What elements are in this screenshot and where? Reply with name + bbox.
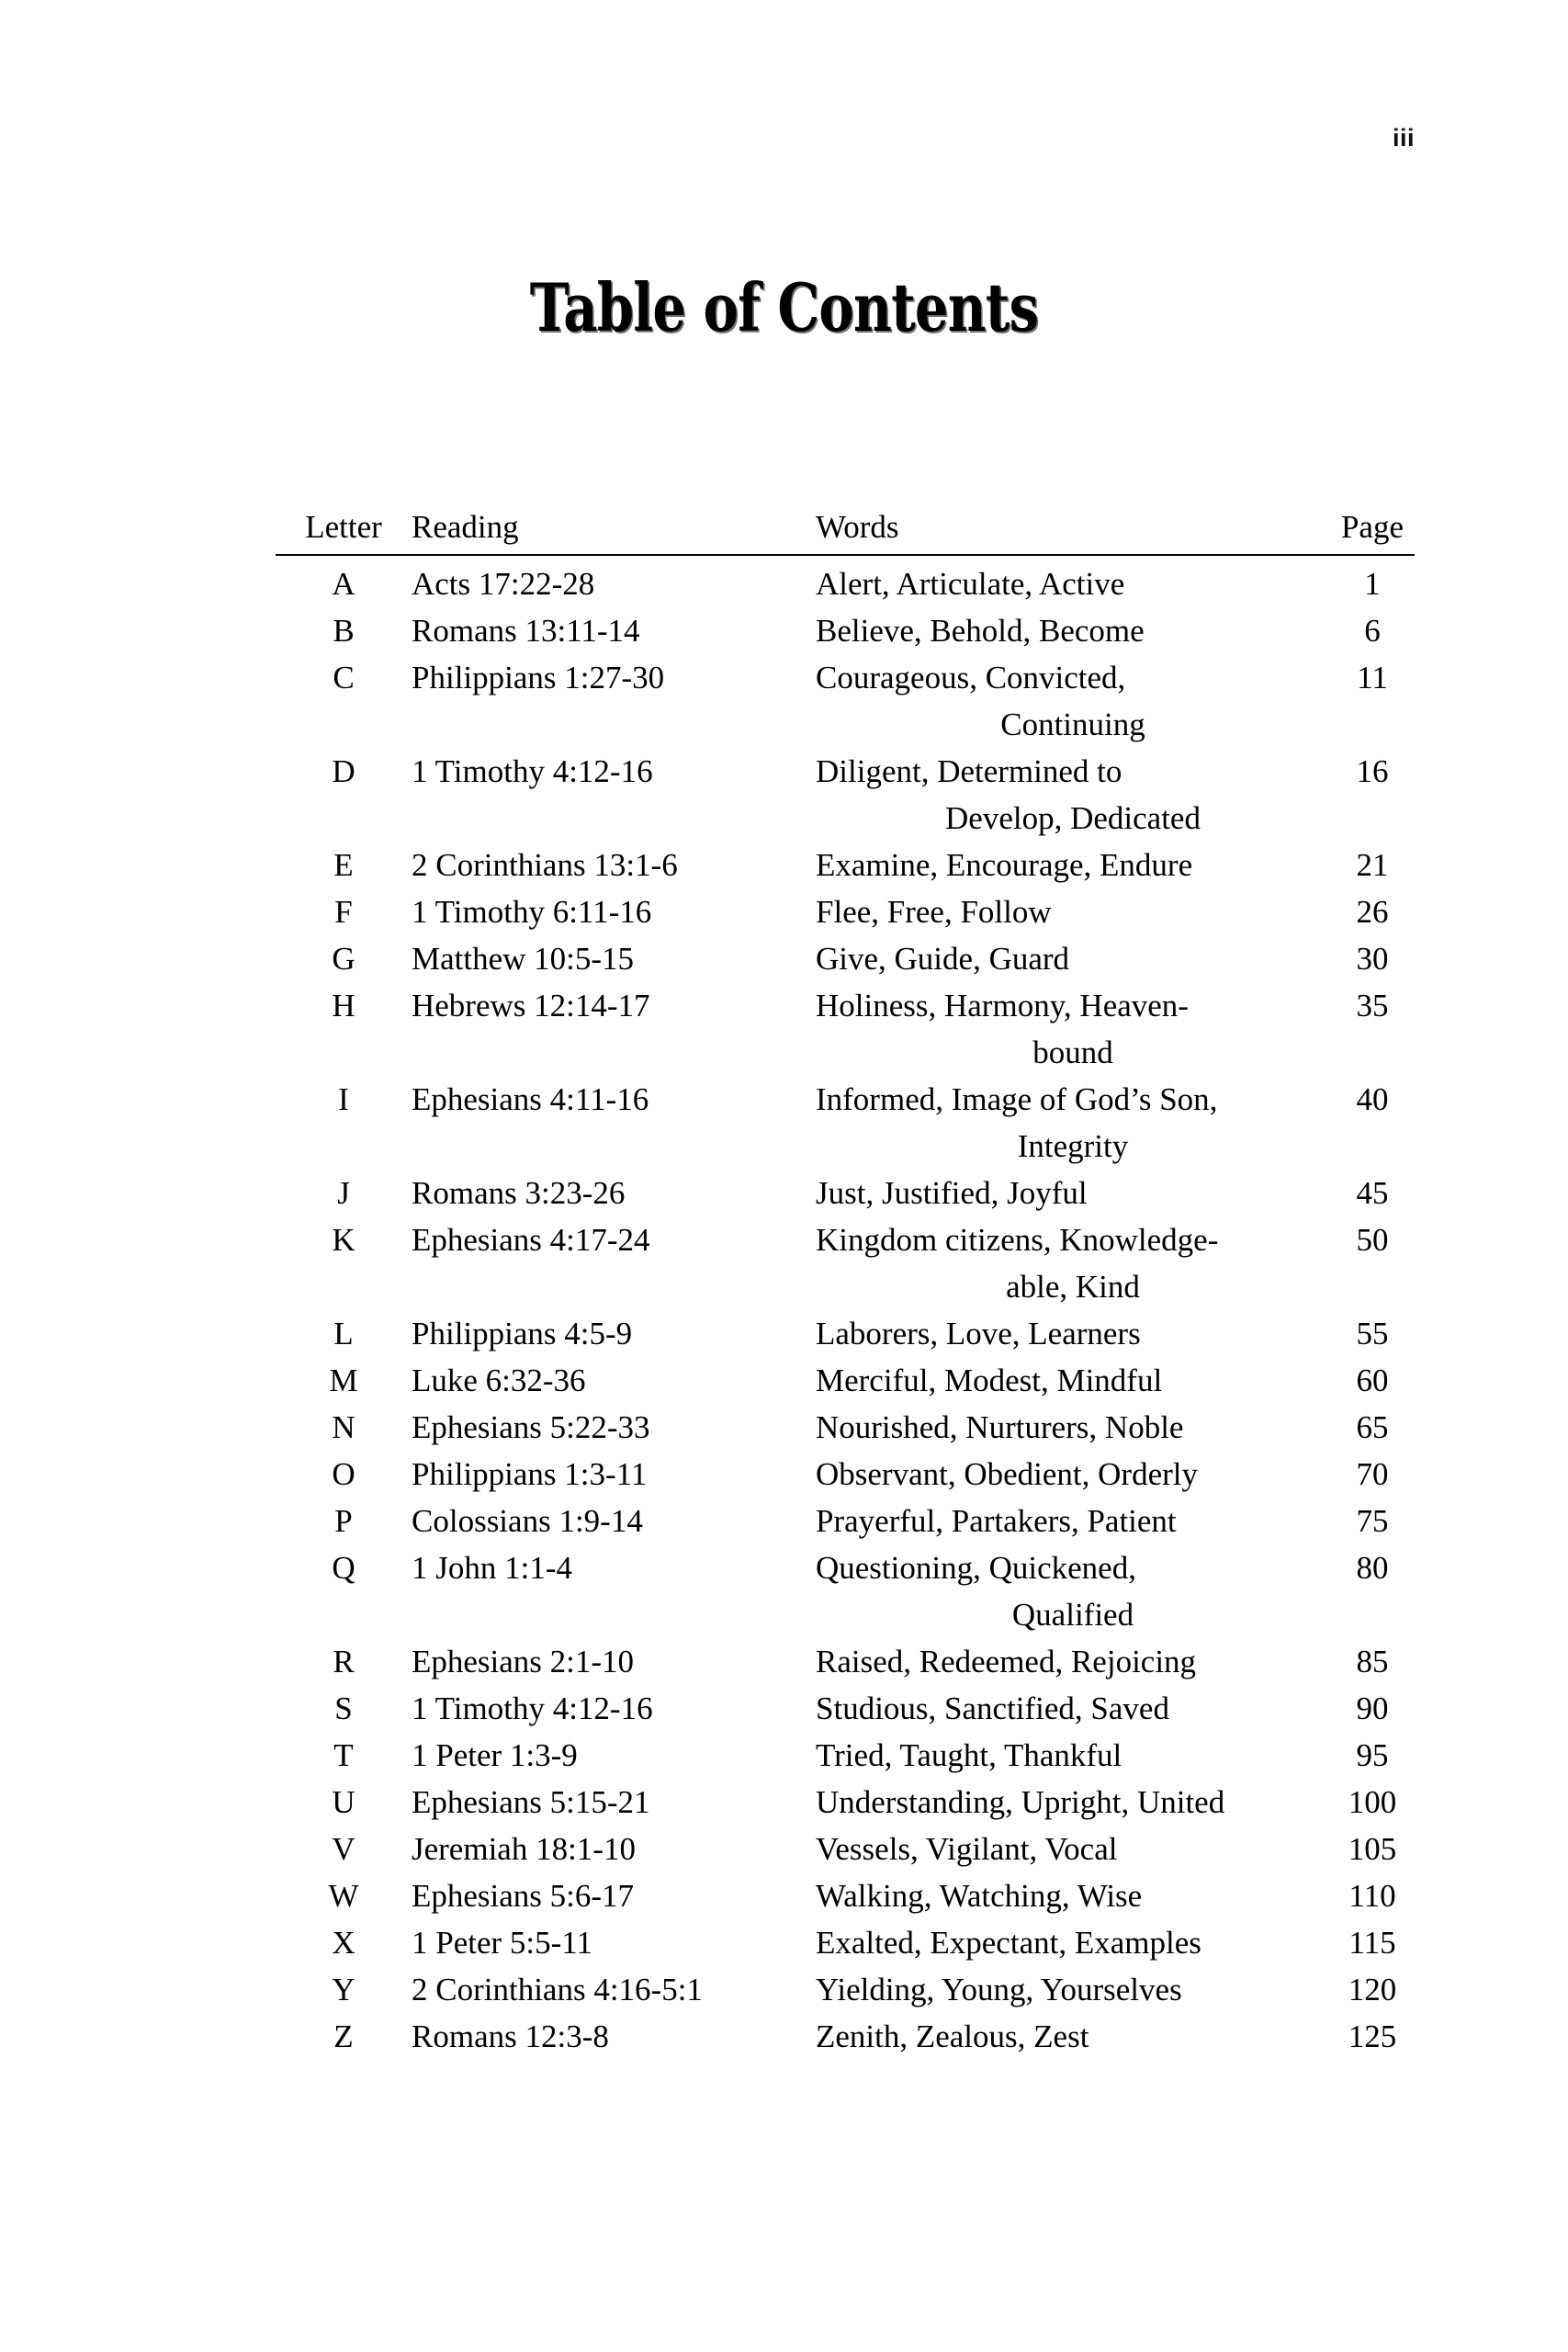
cell-page: 90 — [1356, 1690, 1389, 1726]
cell-letter: Y — [332, 1972, 355, 2007]
cell-words — [816, 1310, 1330, 1357]
cell-page: 11 — [1357, 660, 1388, 695]
cell-reading: Ephesians 4:17-24 — [412, 1222, 650, 1258]
cell-reading: Ephesians 5:15-21 — [412, 1784, 650, 1820]
cell-words — [816, 748, 1330, 842]
cell-words-continuation: Develop, Dedicated — [945, 800, 1201, 836]
cell-letter: L — [333, 1316, 354, 1351]
column-header-reading: Reading — [412, 503, 816, 555]
cell-page: 21 — [1356, 847, 1389, 883]
cell-letter: M — [329, 1363, 358, 1398]
cell-words-line: Prayerful, Partakers, Patient — [816, 1503, 1177, 1539]
table-row — [276, 1966, 1415, 2013]
cell-words — [816, 1919, 1330, 1966]
cell-reading: Hebrews 12:14-17 — [412, 988, 650, 1023]
cell-reading: Colossians 1:9-14 — [412, 1503, 643, 1539]
table-header-row — [276, 503, 1415, 555]
cell-page: 110 — [1348, 1878, 1396, 1914]
cell-letter: R — [333, 1644, 355, 1679]
cell-words — [816, 1638, 1330, 1685]
cell-letter: G — [332, 941, 355, 977]
cell-words-line: Courageous, Convicted, — [816, 660, 1126, 695]
cell-words-line: Tried, Taught, Thankful — [816, 1737, 1122, 1773]
column-header-letter: Letter — [276, 503, 412, 555]
cell-page: 75 — [1356, 1503, 1389, 1539]
cell-words-line: Vessels, Vigilant, Vocal — [816, 1831, 1118, 1867]
cell-words — [816, 1685, 1330, 1732]
cell-reading: 1 John 1:1-4 — [412, 1550, 572, 1586]
cell-reading: Matthew 10:5-15 — [412, 941, 635, 977]
cell-page: 26 — [1356, 894, 1389, 930]
cell-page: 115 — [1348, 1925, 1396, 1961]
table-row — [276, 935, 1415, 982]
cell-page: 60 — [1356, 1363, 1389, 1398]
cell-reading: Romans 3:23-26 — [412, 1175, 626, 1211]
table-row — [276, 1076, 1415, 1170]
cell-words-line: Exalted, Expectant, Examples — [816, 1925, 1201, 1961]
cell-words-continuation: bound — [1032, 1035, 1113, 1070]
cell-letter: K — [332, 1222, 355, 1258]
cell-reading: Philippians 1:27-30 — [412, 660, 665, 695]
cell-letter: J — [337, 1175, 350, 1211]
cell-words — [816, 1498, 1330, 1544]
cell-page: 80 — [1356, 1550, 1389, 1586]
cell-words — [816, 982, 1330, 1076]
cell-letter: Z — [333, 2018, 354, 2054]
cell-reading: Ephesians 4:11-16 — [412, 1081, 649, 1117]
cell-words-line: Nourished, Nurturers, Noble — [816, 1409, 1184, 1445]
cell-reading: Ephesians 5:6-17 — [412, 1878, 635, 1914]
cell-words-line: Flee, Free, Follow — [816, 894, 1052, 930]
cell-reading: 1 Timothy 6:11-16 — [412, 894, 652, 930]
cell-page: 65 — [1356, 1409, 1389, 1445]
table-row — [276, 607, 1415, 654]
cell-reading: 2 Corinthians 4:16-5:1 — [412, 1972, 703, 2007]
cell-reading: 1 Peter 5:5-11 — [412, 1925, 592, 1961]
cell-words-line: Zenith, Zealous, Zest — [816, 2018, 1089, 2054]
cell-page: 55 — [1356, 1316, 1389, 1351]
table-row — [276, 1638, 1415, 1685]
cell-words-line: Walking, Watching, Wise — [816, 1878, 1143, 1914]
cell-words — [816, 1216, 1330, 1310]
column-header-words: Words — [816, 503, 1330, 555]
cell-reading: 1 Peter 1:3-9 — [412, 1737, 578, 1773]
cell-page: 125 — [1348, 2018, 1397, 2054]
cell-reading: Philippians 4:5-9 — [412, 1316, 633, 1351]
cell-words-continuation: able, Kind — [1006, 1269, 1140, 1305]
cell-page: 50 — [1356, 1222, 1389, 1258]
table-row — [276, 1216, 1415, 1310]
cell-reading: Jeremiah 18:1-10 — [412, 1831, 636, 1867]
cell-page: 70 — [1356, 1456, 1389, 1492]
cell-page: 85 — [1356, 1644, 1389, 1679]
cell-letter: S — [334, 1690, 353, 1726]
cell-letter: I — [338, 1081, 349, 1117]
cell-page: 6 — [1364, 613, 1381, 649]
cell-words — [816, 1544, 1330, 1638]
cell-words-line: Believe, Behold, Become — [816, 613, 1145, 649]
cell-reading: Ephesians 2:1-10 — [412, 1644, 635, 1679]
table-row — [276, 748, 1415, 842]
cell-letter: H — [332, 988, 355, 1023]
toc-table — [276, 503, 1415, 2060]
cell-words-line: Give, Guide, Guard — [816, 941, 1070, 977]
table-row — [276, 888, 1415, 935]
cell-letter: F — [334, 894, 353, 930]
cell-words-line: Just, Justified, Joyful — [816, 1175, 1088, 1211]
table-row — [276, 654, 1415, 748]
cell-page: 100 — [1348, 1784, 1397, 1820]
cell-letter: O — [332, 1456, 355, 1492]
cell-words-line: Understanding, Upright, United — [816, 1784, 1225, 1820]
cell-words — [816, 888, 1330, 935]
table-of-contents — [276, 503, 1415, 2060]
cell-words — [816, 1872, 1330, 1919]
toc-table-header — [276, 503, 1415, 555]
cell-page: 30 — [1356, 941, 1389, 977]
cell-words-continuation: Qualified — [1011, 1597, 1134, 1633]
cell-words — [816, 935, 1330, 982]
cell-words-line: Observant, Obedient, Orderly — [816, 1456, 1198, 1492]
cell-words-line: Kingdom citizens, Knowledge- — [816, 1222, 1219, 1258]
cell-words-continuation: Continuing — [1000, 707, 1145, 742]
cell-page: 1 — [1364, 566, 1381, 602]
table-row — [276, 1779, 1415, 1826]
table-row — [276, 982, 1415, 1076]
cell-reading: Romans 13:11-14 — [412, 613, 640, 649]
cell-words — [816, 1966, 1330, 2013]
cell-reading: Philippians 1:3-11 — [412, 1456, 648, 1492]
cell-letter: T — [333, 1737, 354, 1773]
cell-words — [816, 1076, 1330, 1170]
cell-words — [816, 607, 1330, 654]
column-header-page: Page — [1330, 503, 1415, 555]
cell-words — [816, 842, 1330, 888]
cell-page: 40 — [1356, 1081, 1389, 1117]
cell-letter: V — [332, 1831, 355, 1867]
cell-words-line: Questioning, Quickened, — [816, 1550, 1136, 1586]
cell-reading: 1 Timothy 4:12-16 — [412, 1690, 653, 1726]
cell-page: 45 — [1356, 1175, 1389, 1211]
cell-letter: N — [332, 1409, 355, 1445]
table-row — [276, 1872, 1415, 1919]
table-row — [276, 1170, 1415, 1216]
cell-reading: Ephesians 5:22-33 — [412, 1409, 650, 1445]
table-row — [276, 1544, 1415, 1638]
cell-letter: W — [328, 1878, 359, 1914]
cell-page: 16 — [1356, 753, 1389, 789]
table-row — [276, 555, 1415, 607]
cell-reading: Luke 6:32-36 — [412, 1363, 586, 1398]
cell-words — [816, 654, 1330, 748]
cell-words-line: Examine, Encourage, Endure — [816, 847, 1193, 883]
cell-letter: D — [332, 753, 355, 789]
cell-page: 105 — [1348, 1831, 1397, 1867]
cell-words — [816, 1779, 1330, 1826]
page-folio: iii — [1392, 124, 1415, 152]
table-row — [276, 1310, 1415, 1357]
cell-words-line: Yielding, Young, Yourselves — [816, 1972, 1182, 2007]
cell-letter: U — [332, 1784, 355, 1820]
cell-letter: A — [332, 566, 355, 602]
table-row — [276, 2013, 1415, 2060]
cell-words-line: Informed, Image of God’s Son, — [816, 1081, 1218, 1117]
table-row — [276, 1498, 1415, 1544]
cell-words — [816, 1357, 1330, 1404]
cell-letter: B — [333, 613, 355, 649]
cell-words-line: Diligent, Determined to — [816, 753, 1122, 789]
cell-page: 120 — [1348, 1972, 1397, 2007]
cell-words — [816, 2013, 1330, 2060]
cell-reading: Acts 17:22-28 — [412, 566, 595, 602]
table-row — [276, 1732, 1415, 1779]
table-row — [276, 1404, 1415, 1451]
cell-letter: C — [333, 660, 355, 695]
cell-reading: Romans 12:3-8 — [412, 2018, 609, 2054]
cell-page: 95 — [1356, 1737, 1389, 1773]
cell-letter: E — [333, 847, 354, 883]
table-row — [276, 842, 1415, 888]
cell-words — [816, 1404, 1330, 1451]
table-row — [276, 1685, 1415, 1732]
toc-table-body — [276, 555, 1415, 2060]
cell-words-line: Merciful, Modest, Mindful — [816, 1363, 1163, 1398]
cell-reading: 1 Timothy 4:12-16 — [412, 753, 653, 789]
table-row — [276, 1357, 1415, 1404]
table-row — [276, 1826, 1415, 1872]
cell-page: 35 — [1356, 988, 1389, 1023]
cell-letter: X — [332, 1925, 355, 1961]
cell-words-line: Laborers, Love, Learners — [816, 1316, 1141, 1351]
table-row — [276, 1451, 1415, 1498]
cell-words-line: Studious, Sanctified, Saved — [816, 1690, 1169, 1726]
cell-words-line: Raised, Redeemed, Rejoicing — [816, 1644, 1197, 1679]
cell-words-line: Holiness, Harmony, Heaven- — [816, 988, 1189, 1023]
cell-words — [816, 1451, 1330, 1498]
cell-words — [816, 1170, 1330, 1216]
cell-letter: Q — [332, 1550, 355, 1586]
cell-words — [816, 1826, 1330, 1872]
cell-letter: P — [334, 1503, 353, 1539]
cell-words-continuation: Integrity — [1017, 1128, 1129, 1164]
cell-words-line: Alert, Articulate, Active — [816, 566, 1125, 602]
cell-words — [816, 555, 1330, 607]
page-title: Table of Contents — [529, 268, 1039, 346]
cell-words — [816, 1732, 1330, 1779]
cell-reading: 2 Corinthians 13:1-6 — [412, 847, 678, 883]
table-row — [276, 1919, 1415, 1966]
